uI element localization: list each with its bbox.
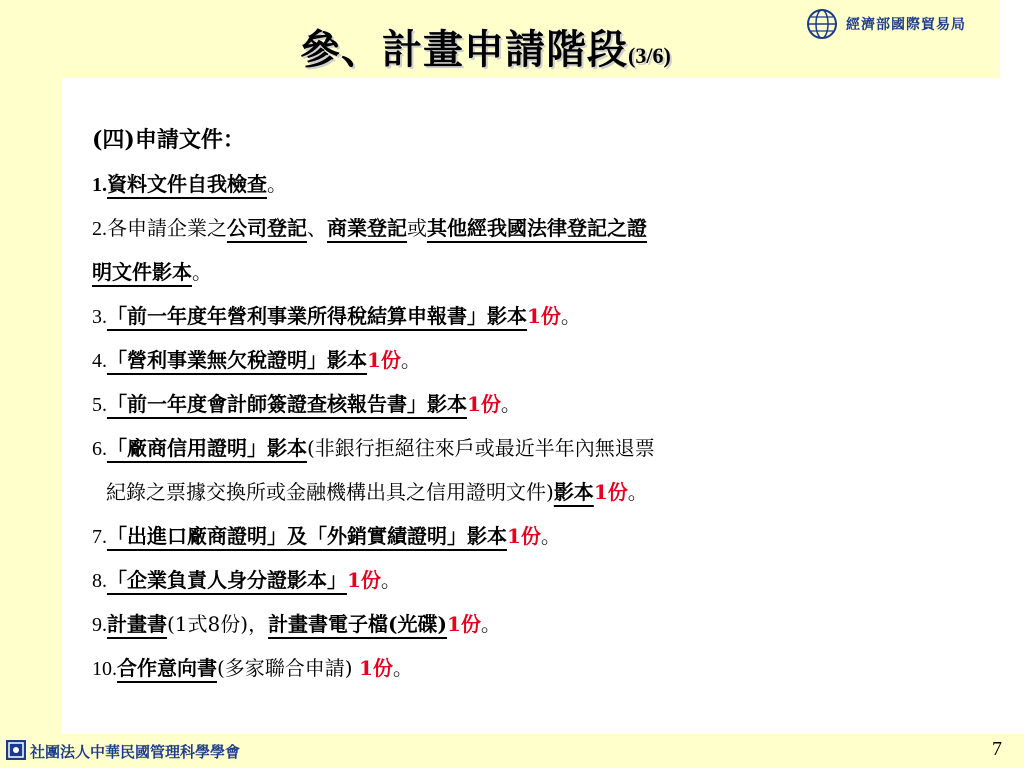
- list-item-6-continued: 紀錄之票據交換所或金融機構出具之信用證明文件)影本1份。: [106, 480, 648, 504]
- list-item-1: 1.資料文件自我檢查。: [92, 172, 287, 196]
- association-logo-icon: [6, 740, 26, 760]
- page-title-suffix: (3/6): [628, 43, 671, 68]
- list-item-10: 10.合作意向書(多家聯合申請) 1份。: [92, 656, 413, 680]
- page-number: 7: [992, 738, 1002, 760]
- list-item-7: 7.「出進口廠商證明」及「外銷實績證明」影本1份。: [92, 524, 561, 548]
- list-item-9: 9.計畫書(1式8份)，計畫書電子檔(光碟)1份。: [92, 612, 501, 636]
- list-item-2: 2.各申請企業之公司登記、商業登記或其他經我國法律登記之證: [92, 216, 647, 240]
- footer-org-name: 社團法人中華民國管理科學學會: [30, 743, 241, 761]
- org-name: 經濟部國際貿易局: [846, 17, 966, 33]
- list-item-8: 8.「企業負責人身分證影本」1份。: [92, 568, 401, 592]
- globe-seal-icon: [806, 8, 838, 40]
- list-item-5: 5.「前一年度會計師簽證查核報告書」影本1份。: [92, 392, 521, 416]
- list-item-6: 6.「廠商信用證明」影本(非銀行拒絕往來戶或最近半年內無退票: [92, 436, 655, 460]
- list-item-2-continued: 明文件影本。: [92, 260, 212, 284]
- page-title-text: 參、計畫申請階段: [300, 26, 628, 73]
- list-item-4: 4.「營利事業無欠稅證明」影本1份。: [92, 348, 421, 372]
- left-sidebar-band: [0, 0, 62, 768]
- page-title: [300, 18, 671, 75]
- list-item-3: 3.「前一年度年營利事業所得稅結算申報書」影本1份。: [92, 304, 581, 328]
- document-content: [92, 118, 992, 690]
- section-heading: (四)申請文件：: [92, 127, 245, 153]
